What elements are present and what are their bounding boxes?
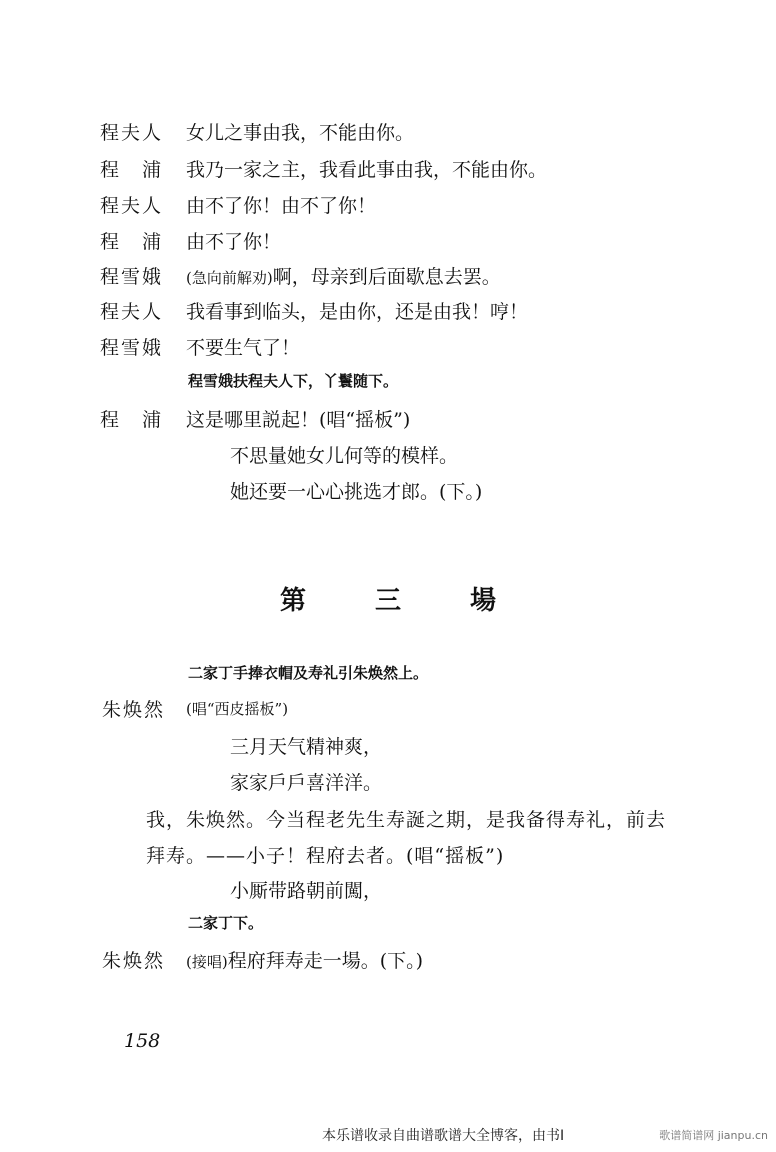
dialogue-text: 女儿之事由我，不能由你。 bbox=[186, 122, 415, 144]
dialogue-text: 由不了你！由不了你！ bbox=[186, 195, 377, 217]
speaker-name: 程雪娥 bbox=[100, 337, 164, 359]
dialogue-text: 由不了你！ bbox=[186, 231, 282, 253]
sung-verse: 她还要一心心挑选才郎。(下。) bbox=[230, 481, 483, 503]
dialogue-text bbox=[186, 946, 423, 973]
dialogue-text: 我乃一家之主，我看此事由我，不能由你。 bbox=[186, 159, 548, 181]
speaker-name: 朱焕然 bbox=[102, 699, 166, 721]
sung-verse: 小厮带路朝前闖， bbox=[230, 880, 383, 902]
stage-note: (急向前解劝) bbox=[186, 269, 273, 287]
speaker-name: 程雪娥 bbox=[100, 266, 164, 288]
footer-text: 本乐谱收录自曲谱歌谱大全博客，由书Ⅰ bbox=[322, 1128, 565, 1144]
dialogue-text: 我看事到临头，是由你，还是由我！哼！ bbox=[186, 301, 529, 323]
sung-verse: 三月天气精神爽， bbox=[230, 736, 383, 758]
stage-direction: 二家丁手捧衣帽及寿礼引朱焕然上。 bbox=[188, 664, 429, 682]
speaker-name: 朱焕然 bbox=[102, 950, 166, 972]
stage-direction: 二家丁下。 bbox=[188, 914, 264, 932]
speaker-name: 程夫人 bbox=[100, 195, 164, 217]
prose-line: 我，朱焕然。今当程老先生寿誕之期，是我备得寿礼，前去 bbox=[146, 809, 667, 831]
dialogue-text-body: 程府拜寿走一場。(下。) bbox=[227, 950, 424, 972]
page-number: 158 bbox=[124, 1030, 161, 1052]
dialogue-text: 不要生气了！ bbox=[186, 337, 301, 359]
speaker-name: 程 浦 bbox=[100, 409, 164, 431]
stage-note: (唱“西皮摇板”) bbox=[186, 700, 289, 718]
stage-note: (接唱) bbox=[186, 953, 228, 971]
sung-verse: 不思量她女儿何等的模样。 bbox=[230, 445, 459, 467]
speaker-name: 程 浦 bbox=[100, 159, 164, 181]
prose-line: 拜寿。——小子！程府去者。(唱“摇板”) bbox=[146, 845, 505, 867]
watermark: 歌谱简谱网 jianpu.cn bbox=[659, 1129, 768, 1142]
speaker-name: 程夫人 bbox=[100, 301, 164, 323]
dialogue-text: 这是哪里説起！(唱“摇板”) bbox=[186, 409, 411, 431]
dialogue-text bbox=[186, 262, 501, 289]
stage-direction: 程雪娥扶程夫人下，丫鬟随下。 bbox=[188, 372, 399, 390]
speaker-name: 程 浦 bbox=[100, 231, 164, 253]
dialogue-text-body: 啊，母亲到后面歇息去罢。 bbox=[272, 266, 501, 288]
sung-verse: 家家戶戶喜洋洋。 bbox=[230, 772, 383, 794]
speaker-name: 程夫人 bbox=[100, 122, 164, 144]
scene-title: 第 三 場 bbox=[279, 586, 527, 616]
